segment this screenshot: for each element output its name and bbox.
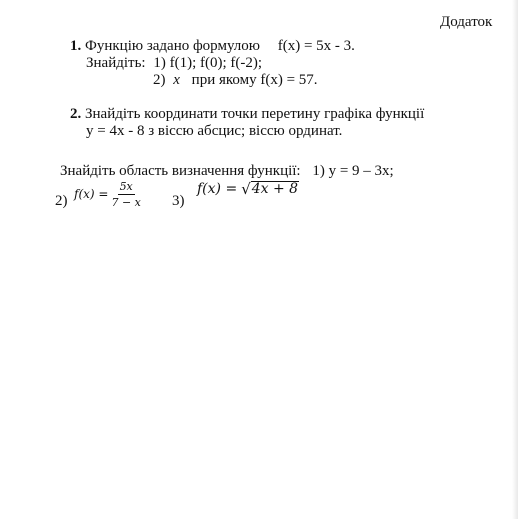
task1-line3 [153, 72, 318, 89]
task1-item2-variable: x [173, 72, 180, 88]
task1-line2 [86, 55, 262, 72]
task2-text-line1: Знайдіть координати точки перетину графіка функції [85, 106, 425, 122]
task1-formula: f(x) = 5x - 3. [277, 38, 355, 54]
task3-item3-label: 3) [172, 193, 185, 209]
task3-item2-fraction [111, 180, 140, 209]
task3-item2-label: 2) [55, 193, 68, 209]
task2-line1 [70, 106, 424, 123]
task1-intro: Функцію задано формулою [85, 38, 260, 54]
fraction-numerator: 5x [119, 179, 133, 193]
task1-item2-number: 2) [153, 72, 166, 88]
page-edge-shadow [512, 0, 518, 519]
task1-number: 1. [70, 38, 82, 54]
task2-number: 2. [70, 106, 82, 122]
task2-text-line2: y = 4x - 8 з віссю абсцис; віссю ординат. [86, 123, 343, 139]
task1-line1 [70, 38, 355, 55]
task3-item2-formula [74, 177, 141, 211]
task3-item2-lhs: f(x) = [74, 187, 109, 201]
task1-item2-text: при якому f(x) = 57. [191, 72, 318, 88]
task1-item1: 1) f(1); f(0); f(-2); [153, 55, 263, 71]
appendix-title: Додаток [440, 14, 493, 30]
task3-item1: 1) y = 9 – 3x; [312, 163, 394, 179]
task3-item3-lhs: f(x) = [197, 181, 238, 197]
task2-line2 [86, 123, 342, 140]
task3-item3-radicand: 4x + 8 [251, 181, 299, 197]
square-root-icon: √ [241, 180, 251, 198]
fraction-denominator: 7 − x [111, 195, 141, 209]
task3-item3-formula [197, 180, 299, 198]
task3-intro: Знайдіть область визначення функції: [60, 163, 301, 179]
task1-find-label: Знайдіть: [86, 55, 146, 71]
